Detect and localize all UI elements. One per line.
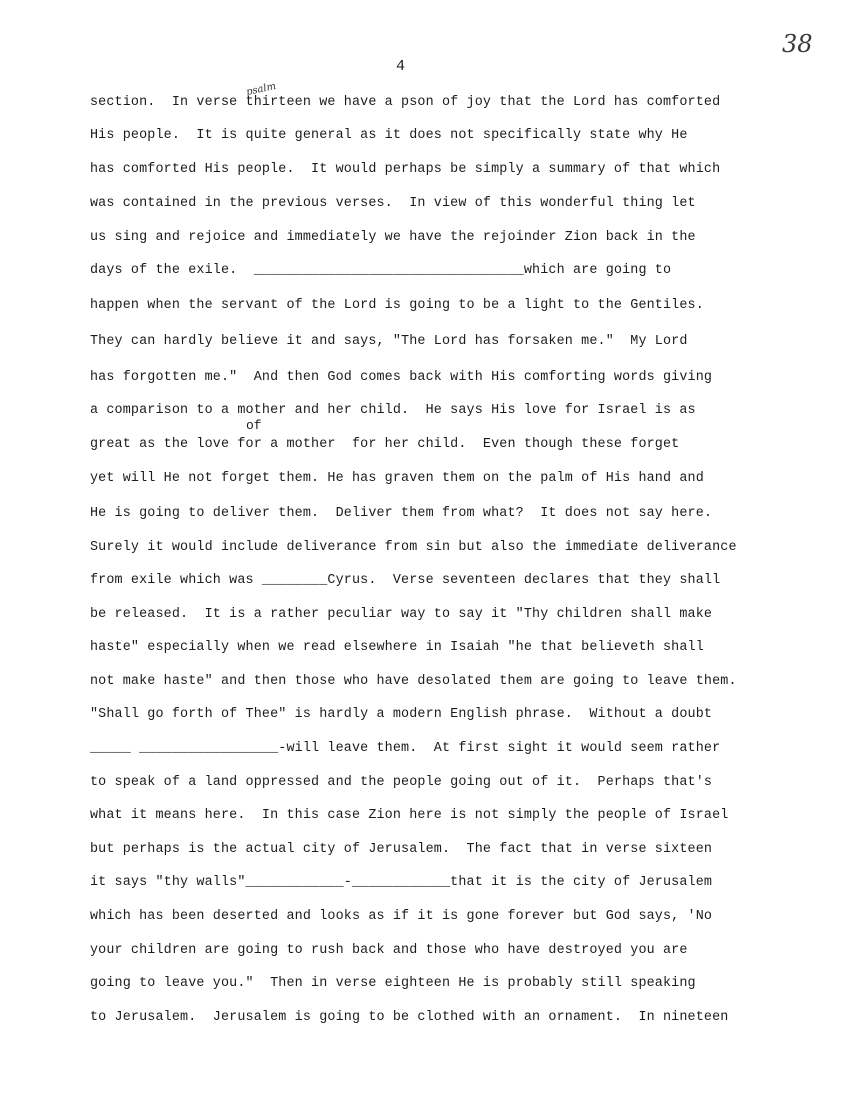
page-number: 4 <box>396 58 406 75</box>
text-line: section. In verse thirteen we have a pson of joy that the Lord has comforted <box>90 95 721 110</box>
text-line: His people. It is quite general as it does not specifically state why He <box>90 128 688 143</box>
text-line: your children are going to rush back and those who have destroyed you are <box>90 943 688 958</box>
text-line: days of the exile. _________________________________which are going to <box>90 263 672 278</box>
text-line: a comparison to a mother and her child. He says His love for Israel is as <box>90 403 696 418</box>
interlinear-correction: of <box>246 418 262 433</box>
text-line: but perhaps is the actual city of Jerusalem. The fact that in verse sixteen <box>90 842 713 857</box>
text-line: has forgotten me." And then God comes back with His comforting words giving <box>90 370 713 385</box>
text-line: haste" especially when we read elsewhere in Isaiah "he that believeth shall <box>90 640 704 655</box>
text-line: which has been deserted and looks as if it is gone forever but God says, 'No <box>90 909 713 924</box>
text-line: They can hardly believe it and says, "The Lord has forsaken me." My Lord <box>90 334 688 349</box>
text-line: to speak of a land oppressed and the people going out of it. Perhaps that's <box>90 775 713 790</box>
text-line: "Shall go forth of Thee" is hardly a modern English phrase. Without a doubt <box>90 707 713 722</box>
text-line: Surely it would include deliverance from sin but also the immediate deliverance <box>90 540 737 555</box>
text-line: was contained in the previous verses. In view of this wonderful thing let <box>90 196 696 211</box>
handwritten-page-number: 38 <box>782 30 813 58</box>
text-line: what it means here. In this case Zion here is not simply the people of Israel <box>90 808 729 823</box>
text-line: not make haste" and then those who have desolated them are going to leave them. <box>90 674 737 689</box>
text-line: yet will He not forget them. He has graven them on the palm of His hand and <box>90 471 704 486</box>
text-line: He is going to deliver them. Deliver them from what? It does not say here. <box>90 506 713 521</box>
text-line: us sing and rejoice and immediately we have the rejoinder Zion back in the <box>90 230 696 245</box>
text-line: be released. It is a rather peculiar way to say it "Thy children shall make <box>90 607 713 622</box>
text-line: from exile which was ________Cyrus. Verse seventeen declares that they shall <box>90 573 721 588</box>
handwritten-correction: psalm <box>245 80 278 99</box>
text-line: has comforted His people. It would perhaps be simply a summary of that which <box>90 162 721 177</box>
text-line: going to leave you." Then in verse eighteen He is probably still speaking <box>90 976 696 991</box>
text-line: to Jerusalem. Jerusalem is going to be clothed with an ornament. In nineteen <box>90 1010 729 1025</box>
text-line: _____ _________________-will leave them. At first sight it would seem rather <box>90 741 721 756</box>
text-line: happen when the servant of the Lord is going to be a light to the Gentiles. <box>90 298 704 313</box>
text-line: it says "thy walls"____________-____________that it is the city of Jerusalem <box>90 875 713 890</box>
text-line: great as the love for a mother for her child. Even though these forget <box>90 437 680 452</box>
